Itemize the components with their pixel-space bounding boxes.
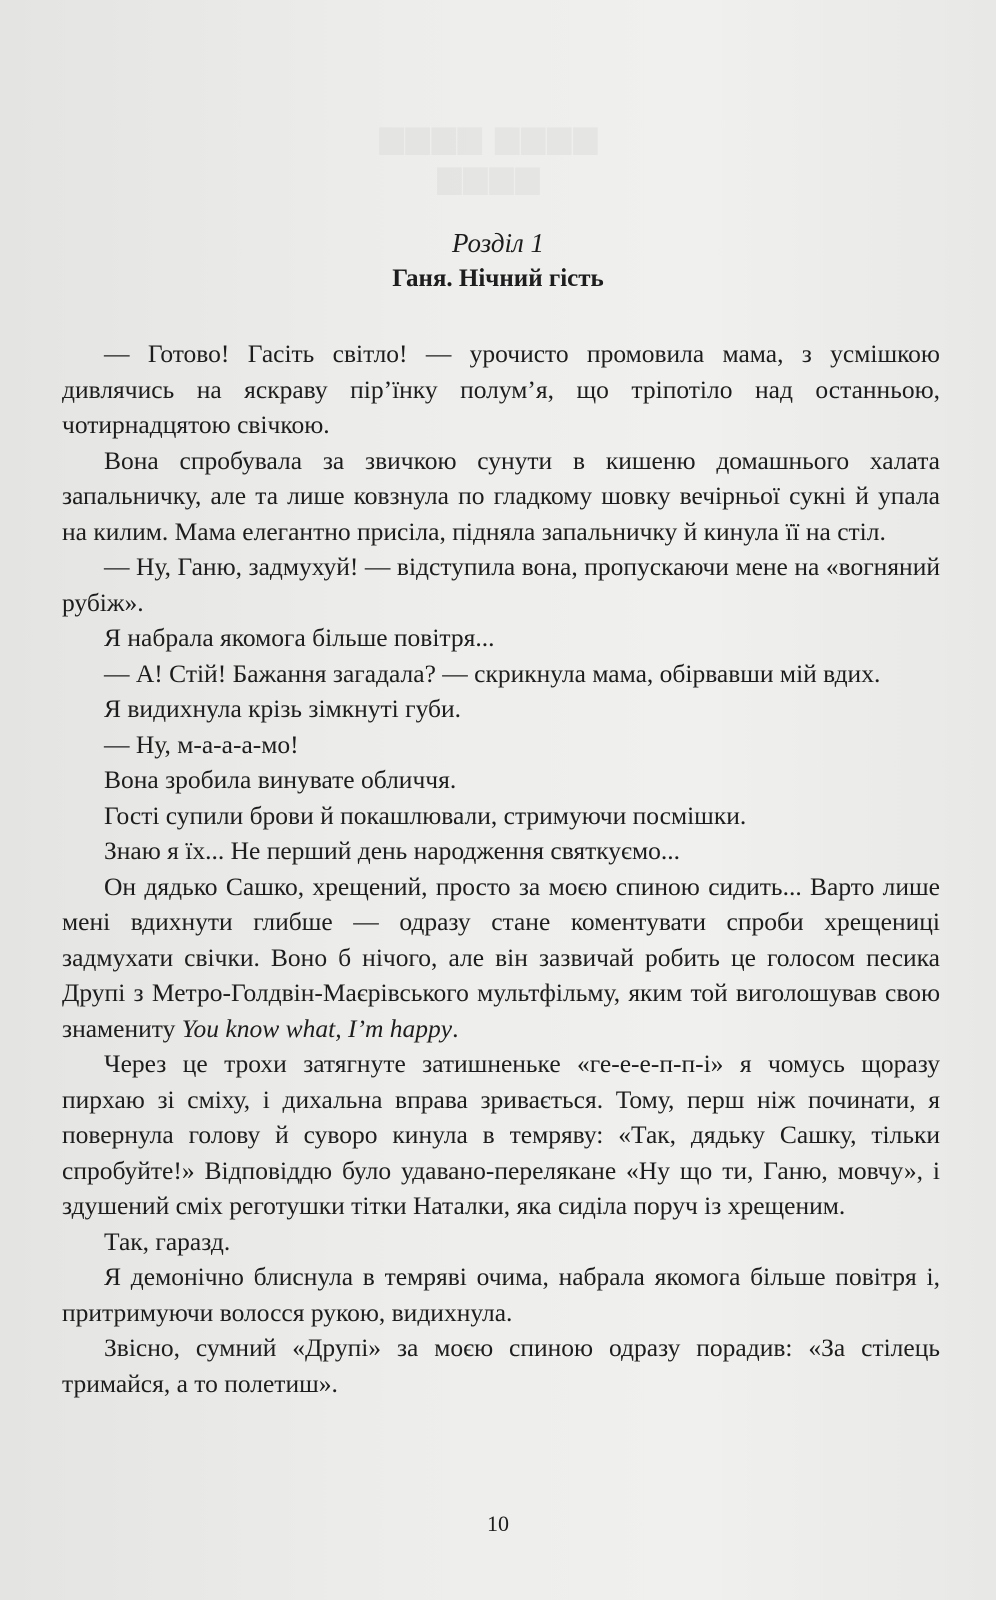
paragraph-tail: . [452,1013,459,1043]
paragraph: Вона спробувала за звичкою сунути в кишеню домашнього халата запальничку, але та лише ковзнула по гладкому шовку вечірньої сукні й упала на килим. Мама елегантно присіла, підняла запальничку й кинула її на стіл. [62,445,940,546]
paragraph: Я демонічно блиснула в темряві очима, набрала якомога більше повітря і, притримуючи волосся рукою, видихнула. [62,1262,940,1327]
paragraph: Я набрала якомога більше повітря... [104,623,495,652]
paragraph: Так, гаразд. [104,1226,231,1256]
paragraph: Я видихнула крізь зімкнуті губи. [104,694,461,723]
paragraph [62,869,940,1047]
english-quote: You know what, I’m happy [181,1013,453,1043]
paragraph: — Ну, Ганю, задмухуй! — відступила вона, пропускаючи мене на «вогняний рубіж». [62,552,940,617]
paragraph: Гості супили брови й покашлювали, стримуючи посмішки. [104,800,747,830]
paragraph: Вона зробила винувате обличчя. [104,765,457,794]
paragraph: Знаю я їх... Не перший день народження святкуємо... [104,836,681,865]
paragraph: — А! Стій! Бажання загадала? — скрикнула мама, обірвавши мій вдих. [104,658,881,688]
chapter-title: Ганя. Нічний гість [392,265,604,292]
show-through-text: ▆▆▆▆ ▆▆▆▆ ▆▆▆▆ [380,121,600,194]
paragraph: Звісно, сумний «Друпі» за моєю спиною одразу порадив: «За стілець тримайся, а то полетиш». [62,1333,940,1398]
paragraph-text: Он дядько Сашко, хрещений, просто за моєю спиною сидить... Варто лише мені вдихнути глибше — одразу стане коментувати спроби хрещениці задмухати свічки. Воно б нічого, але він зазвичай робить це голосом песика Друпі з Метро-Голдвін-Маєрівського мультфільму, яким той виголошував свою знамениту [62,871,940,1043]
paragraph: — Ну, м-а-а-а-мо! [104,729,299,759]
paragraph: Через це трохи затягнуте затишненьке «ге-е-е-п-п-і» я чомусь щоразу пирхаю зі сміху, і дихальна вправа зривається. Тому, перш ніж починати, я повернула голову й суворо кинула в темряву: «Так, дядьку Сашку, тільки спробуйте!» Відповіддю було удавано-переляканe «Ну що ти, Ганю, мовчу», і здушений сміх реготушки тітки Наталки, яка сиділа поруч із хрещеним. [62,1049,940,1220]
paragraph: — Готово! Гасіть світло! — урочисто промовила мама, з усмішкою дивлячись на яскраву пір’їнку полум’я, що тріпотіло над останньою, чотирнадцятою свічкою. [62,339,940,439]
chapter-label: Розділ 1 [451,228,545,258]
body-text [62,336,940,1401]
page-number: 10 [487,1511,509,1536]
